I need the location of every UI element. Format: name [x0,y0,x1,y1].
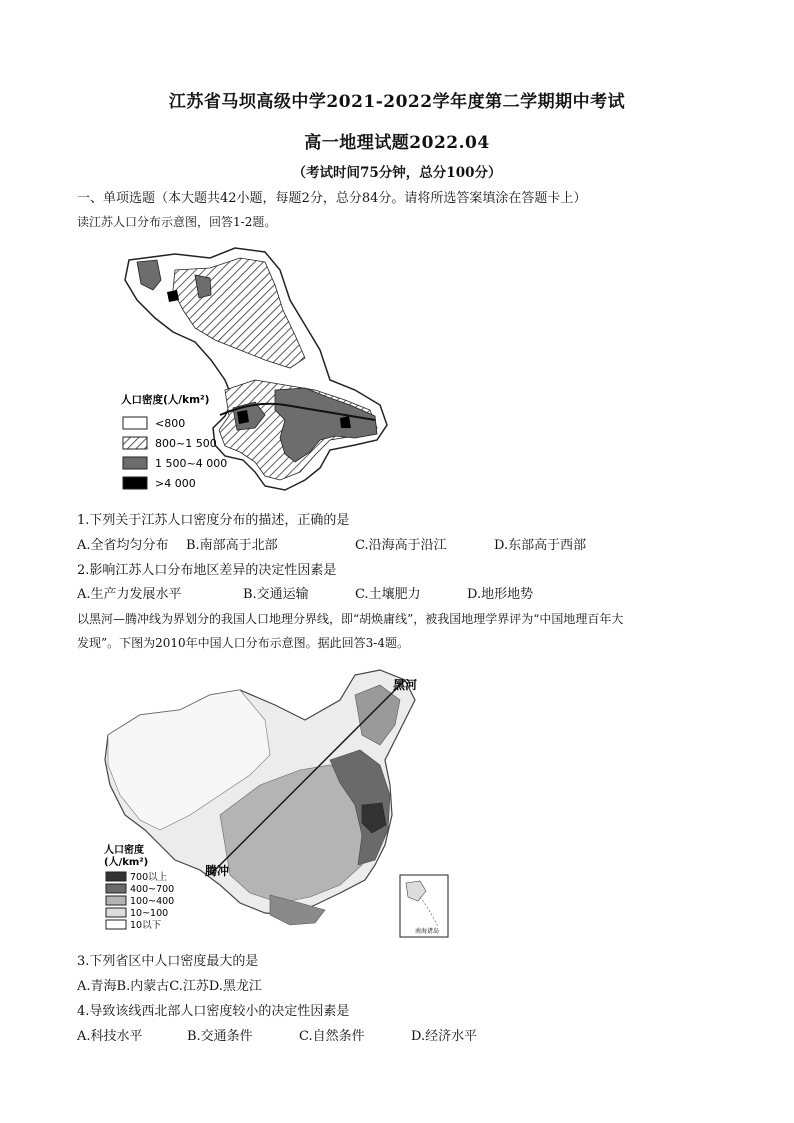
very-dense-2 [237,410,249,424]
map2-legend-title-1: 人口密度 [104,845,144,856]
q3-stem: 3.下列省区中人口密度最大的是 [77,954,259,969]
q2-option-c[interactable]: C.土壤肥力 [355,587,421,602]
q3-option-d[interactable]: D.黑龙江 [208,979,262,994]
q1-option-d[interactable]: D.东部高于西部 [494,538,587,553]
legend-swatch-hatch [123,437,147,449]
map2-legend-5: 10以下 [130,920,162,931]
q4-option-b[interactable]: B.交通条件 [187,1029,253,1044]
q3-option-a[interactable]: A.青海 [77,979,117,994]
q1-option-c[interactable]: C.沿海高于沿江 [355,538,447,553]
map1-legend-2: 800~1 500 [155,437,217,450]
q1-option-b[interactable]: B.南部高于北部 [186,538,278,553]
map1-legend-4: >4 000 [155,477,196,490]
exam-subtitle: 高一地理试题2022.04 [304,133,490,153]
q4-option-d[interactable]: D.经济水平 [411,1029,478,1044]
map1-legend-3: 1 500~4 000 [155,457,228,470]
inset-label: 南海诸岛 [415,928,440,935]
very-dense-1 [167,290,179,302]
q1-stem: 1.下列关于江苏人口密度分布的描述，正确的是 [77,513,350,528]
legend-swatch-low [123,417,147,429]
q2-option-a[interactable]: A.生产力发展水平 [77,587,182,602]
q3-option-c[interactable]: C.江苏 [169,979,209,994]
exam-info: （考试时间75分钟，总分100分） [292,165,502,181]
map2-legend-2: 400~700 [130,884,175,895]
q3-option-b[interactable]: B.内蒙古 [116,979,170,994]
label-tengchong: 腾冲 [205,864,230,878]
map2-legend-title-2: (人/km²) [104,857,149,868]
q4-option-a[interactable]: A.科技水平 [77,1029,143,1044]
q2-stem: 2.影响江苏人口分布地区差异的决定性因素是 [77,563,337,578]
china-population-map [100,665,455,945]
legend2-swatch-4 [106,908,126,917]
legend2-swatch-3 [106,896,126,905]
q4-stem: 4.导致该线西北部人口密度较小的决定性因素是 [77,1004,350,1019]
legend2-swatch-1 [106,872,126,881]
map1-legend-1: <800 [155,417,186,430]
legend-swatch-very-dense [123,477,147,489]
jiangsu-population-map [115,240,395,500]
map2-legend-1: 700以上 [130,872,168,883]
label-heihe: 黑河 [393,678,418,692]
map1-legend-title: 人口密度(人/km²) [121,394,210,406]
map2-legend-3: 100~400 [130,896,175,907]
q4-option-c[interactable]: C.自然条件 [299,1029,365,1044]
q3-options-row [77,975,262,994]
legend2-swatch-2 [106,884,126,893]
passage-line-1: 以黑河—腾冲线为界划分的我国人口地理分界线，即“胡焕庸线”，被我国地理学界评为“中国地理百年大 [77,612,624,626]
legend-swatch-dense [123,457,147,469]
map1-intro: 读江苏人口分布示意图，回答1-2题。 [77,215,277,229]
q2-option-b[interactable]: B.交通运输 [243,587,309,602]
q1-option-a[interactable]: A.全省均匀分布 [77,538,169,553]
q2-option-d[interactable]: D.地形地势 [467,587,534,602]
legend2-swatch-5 [106,920,126,929]
passage-line-2: 发现”。下图为2010年中国人口分布示意图。据此回答3-4题。 [77,636,410,650]
map2-legend-4: 10~100 [130,908,169,919]
section-heading: 一、单项选题（本大题共42小题，每题2分，总分84分。请将所选答案填涂在答题卡上） [77,191,587,206]
exam-title: 江苏省马坝高级中学2021-2022学年度第二学期期中考试 [168,92,626,112]
